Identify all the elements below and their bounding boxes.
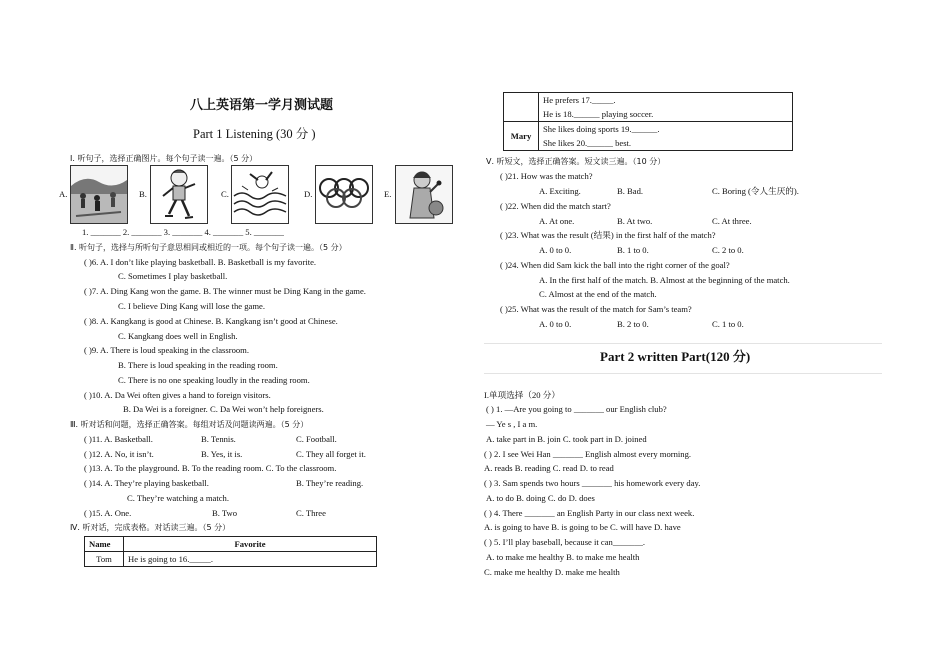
table-cell-mary: Mary	[504, 122, 539, 151]
question-22-b: B. At two.	[617, 216, 653, 226]
picture-singer	[395, 165, 453, 224]
picture-boy-running	[150, 165, 208, 224]
question-12-a: ( )12. A. No, it isn’t.	[84, 449, 154, 459]
mc-question-5-options-cd: C. make me healthy D. make me health	[484, 567, 620, 577]
question-11-b: B. Tennis.	[201, 434, 236, 444]
question-10-options-bc: B. Da Wei is a foreigner. C. Da Wei won’t help foreigners.	[123, 404, 324, 414]
favorite-table-continued	[503, 92, 793, 151]
question-12-b: B. Yes, it is.	[201, 449, 243, 459]
question-24: ( )24. When did Sam kick the ball into the right corner of the goal?	[500, 260, 730, 270]
question-25: ( )25. What was the result of the match for Sam’s team?	[500, 304, 692, 314]
section2-instruction: Ⅱ. 听句子，选择与所听句子意思相同或相近的一项。每个句子读一遍。（5 分）	[70, 243, 347, 252]
divider	[484, 343, 882, 344]
question-21: ( )21. How was the match?	[500, 171, 593, 181]
picture-children-playing	[70, 165, 128, 224]
table-header-name: Name	[85, 537, 124, 552]
question-7-option-c: C. I believe Ding Kang will lose the game.	[118, 301, 266, 311]
mc-question-4-options: A. is going to have B. is going to be C. will have D. have	[484, 522, 681, 532]
question-6-option-c: C. Sometimes I play basketball.	[118, 271, 228, 281]
mc-question-3-options: A. to do B. doing C. do D. does	[486, 493, 595, 503]
table-line-17: He prefers 17._____.	[543, 95, 616, 105]
mc-question-1-reply: — Ye s , I a m.	[486, 419, 538, 429]
question-14-b: B. They’re reading.	[296, 478, 364, 488]
mc-question-4: ( ) 4. There _______ an English Party in our class next week.	[484, 508, 695, 518]
part2-section-title: I.单项选择（20 分）	[484, 390, 560, 400]
question-23-b: B. 1 to 0.	[617, 245, 649, 255]
picture-label-e: E.	[384, 189, 392, 199]
table-header-favorite: Favorite	[124, 537, 377, 552]
picture-label-a: A.	[59, 189, 68, 199]
question-8-option-c: C. Kangkang does well in English.	[118, 331, 238, 341]
table-line-18: He is 18.______ playing soccer.	[543, 109, 654, 119]
picture-swimming	[231, 165, 289, 224]
mc-question-5-options-ab: A. to make me healthy B. to make me health	[486, 552, 640, 562]
part2-heading: Part 2 written Part(120 分)	[600, 349, 751, 364]
mc-question-1: ( ) 1. —Are you going to _______ our English club?	[486, 404, 667, 414]
question-13: ( )13. A. To the playground. B. To the reading room. C. To the classroom.	[84, 463, 337, 473]
table-line-20: She likes 20.______ best.	[543, 138, 632, 148]
section5-instruction: Ⅴ. 听短文，选择正确答案。短文读三遍。（10 分）	[486, 157, 666, 166]
mc-question-2: ( ) 2. I see Wei Han _______ English almost every morning.	[484, 449, 692, 459]
page-title: 八上英语第一学月测试题	[190, 97, 334, 112]
picture-label-c: C.	[221, 189, 229, 199]
section1-instruction: Ⅰ. 听句子，选择正确图片。每个句子读一遍。（5 分）	[70, 154, 258, 163]
question-10: ( )10. A. Da Wei often gives a hand to foreign visitors.	[84, 390, 271, 400]
mc-question-3: ( ) 3. Sam spends two hours _______ his homework every day.	[484, 478, 701, 488]
question-25-b: B. 2 to 0.	[617, 319, 649, 329]
question-21-b: B. Bad.	[617, 186, 644, 196]
question-15-b: B. Two	[212, 508, 238, 518]
picture-olympic-rings	[315, 165, 373, 224]
section3-instruction: Ⅲ. 听对话和问题，选择正确答案。每组对话及问题读两遍。（5 分）	[70, 420, 309, 429]
section4-instruction: Ⅳ. 听对话，完成表格。对话读三遍。（5 分）	[70, 523, 231, 532]
table-cell-tom: Tom	[85, 552, 124, 567]
divider	[484, 373, 882, 374]
question-8: ( )8. A. Kangkang is good at Chinese. B. Kangkang isn’t good at Chinese.	[84, 316, 338, 326]
question-23-a: A. 0 to 0.	[539, 245, 572, 255]
question-23: ( )23. What was the result (结果) in the first half of the match?	[500, 230, 716, 240]
question-21-a: A. Exciting.	[539, 186, 581, 196]
table-cell-tom-favorite: He is going to 16._____.	[124, 552, 377, 567]
mc-question-5: ( ) 5. I’ll play baseball, because it can_______.	[484, 537, 646, 547]
question-24-ab: A. In the first half of the match. B. Almost at the beginning of the match.	[539, 275, 790, 285]
question-22: ( )22. When did the match start?	[500, 201, 611, 211]
question-7: ( )7. A. Ding Kang won the game. B. The winner must be Ding Kang in the game.	[84, 286, 366, 296]
question-23-c: C. 2 to 0.	[712, 245, 744, 255]
question-15-a: ( )15. A. One.	[84, 508, 132, 518]
question-15-c: C. Three	[296, 508, 326, 518]
picture-label-b: B.	[139, 189, 147, 199]
question-25-a: A. 0 to 0.	[539, 319, 572, 329]
question-25-c: C. 1 to 0.	[712, 319, 744, 329]
question-14-c: C. They’re watching a match.	[127, 493, 229, 503]
question-14-a: ( )14. A. They’re playing basketball.	[84, 478, 209, 488]
question-22-a: A. At one.	[539, 216, 575, 226]
question-12-c: C. They all forget it.	[296, 449, 366, 459]
question-22-c: C. At three.	[712, 216, 752, 226]
question-9-option-c: C. There is no one speaking loudly in the reading room.	[118, 375, 310, 385]
section1-answer-blanks: 1. _______ 2. _______ 3. _______ 4. _______ 5. _______	[82, 227, 284, 237]
question-21-c: C. Boring (令人生厌的).	[712, 186, 799, 196]
picture-label-d: D.	[304, 189, 313, 199]
mc-question-2-options: A. reads B. reading C. read D. to read	[484, 463, 614, 473]
question-11-a: ( )11. A. Basketball.	[84, 434, 153, 444]
mc-question-1-options: A. take part in B. join C. took part in D. joined	[486, 434, 647, 444]
question-9: ( )9. A. There is loud speaking in the classroom.	[84, 345, 250, 355]
question-9-option-b: B. There is loud speaking in the reading room.	[118, 360, 278, 370]
question-24-c: C. Almost at the end of the match.	[539, 289, 657, 299]
favorite-table	[84, 536, 377, 567]
question-6: ( )6. A. I don’t like playing basketball. B. Basketball is my favorite.	[84, 257, 317, 267]
part1-heading: Part 1 Listening (30 分 )	[193, 127, 316, 141]
question-11-c: C. Football.	[296, 434, 337, 444]
table-line-19: She likes doing sports 19.______.	[543, 124, 660, 134]
